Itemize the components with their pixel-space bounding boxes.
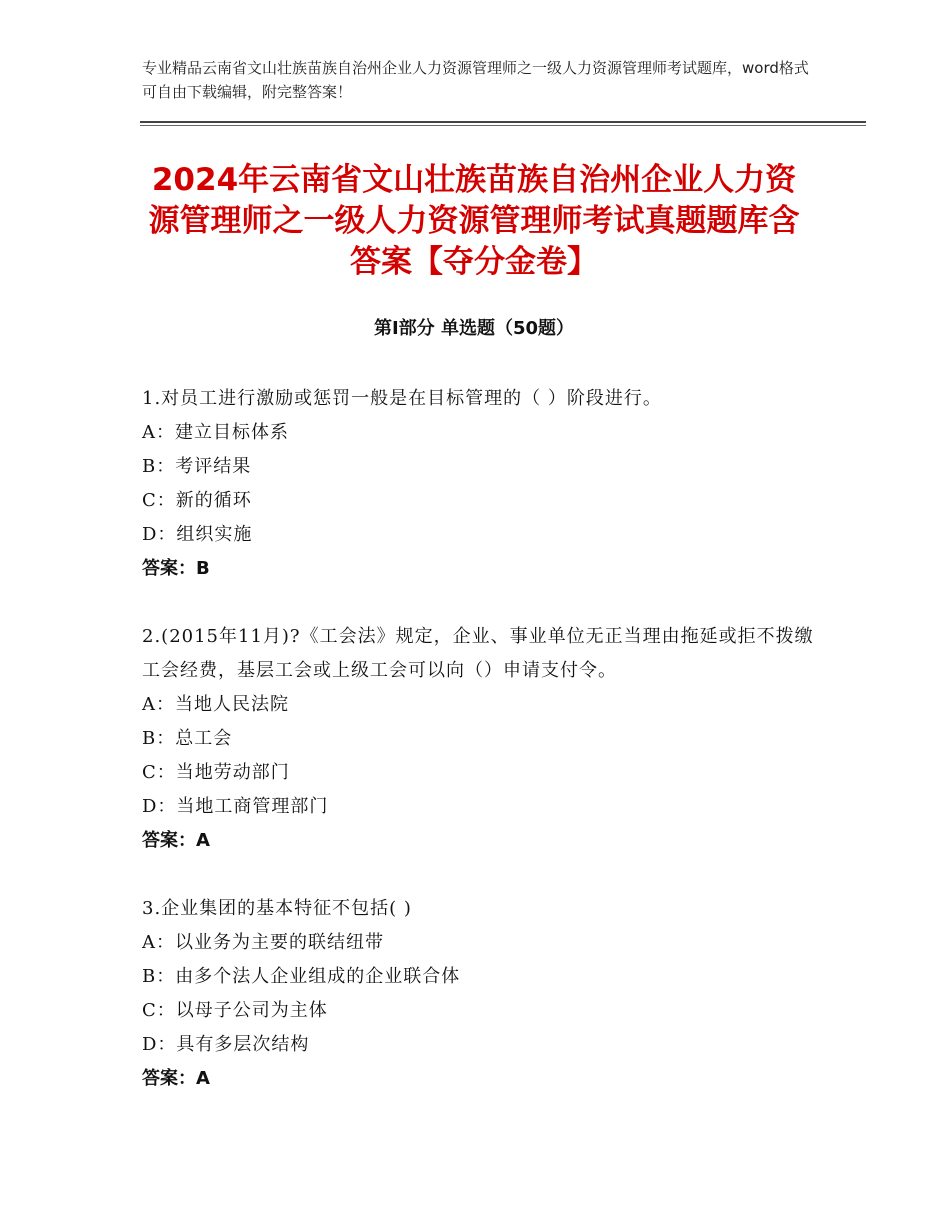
header-note: 专业精品云南省文山壮族苗族自治州企业人力资源管理师之一级人力资源管理师考试题库，word格式可自由下载编辑，附完整答案！ [142, 59, 809, 101]
option-a: A：建立目标体系 [142, 422, 289, 443]
answer: 答案：A [142, 830, 210, 851]
option-a: A：当地人民法院 [142, 694, 289, 715]
option-c: C：新的循环 [142, 490, 252, 511]
option-d: D：当地工商管理部门 [142, 796, 329, 817]
question-2 [142, 620, 822, 858]
question-1 [142, 382, 822, 586]
answer: 答案：A [142, 1068, 210, 1089]
option-c: C：以母子公司为主体 [142, 1000, 328, 1021]
question-stem: 1.对员工进行激励或惩罚一般是在目标管理的（ ）阶段进行。 [142, 388, 662, 409]
option-b: B：由多个法人企业组成的企业联合体 [142, 966, 461, 987]
question-3 [142, 892, 822, 1096]
document-title: 2024年云南省文山壮族苗族自治州企业人力资源管理师之一级人力资源管理师考试真题题库含答案【夺分金卷】 [148, 162, 800, 280]
question-stem: 3.企业集团的基本特征不包括( ) [142, 898, 412, 919]
answer: 答案：B [142, 558, 210, 579]
header-divider-thick [140, 121, 866, 123]
option-a: A：以业务为主要的联结纽带 [142, 932, 384, 953]
header-divider-thin [140, 125, 866, 126]
section-title: 第Ⅰ部分 单选题（50题） [373, 318, 574, 339]
option-d: D：组织实施 [142, 524, 253, 545]
question-stem: 2.(2015年11月)?《工会法》规定，企业、事业单位无正当理由拖延或拒不拨缴工会经费，基层工会或上级工会可以向（）申请支付令。 [142, 626, 814, 681]
option-c: C：当地劳动部门 [142, 762, 290, 783]
option-b: B：总工会 [142, 728, 233, 749]
option-d: D：具有多层次结构 [142, 1034, 310, 1055]
question-list [142, 382, 822, 1130]
option-b: B：考评结果 [142, 456, 252, 477]
